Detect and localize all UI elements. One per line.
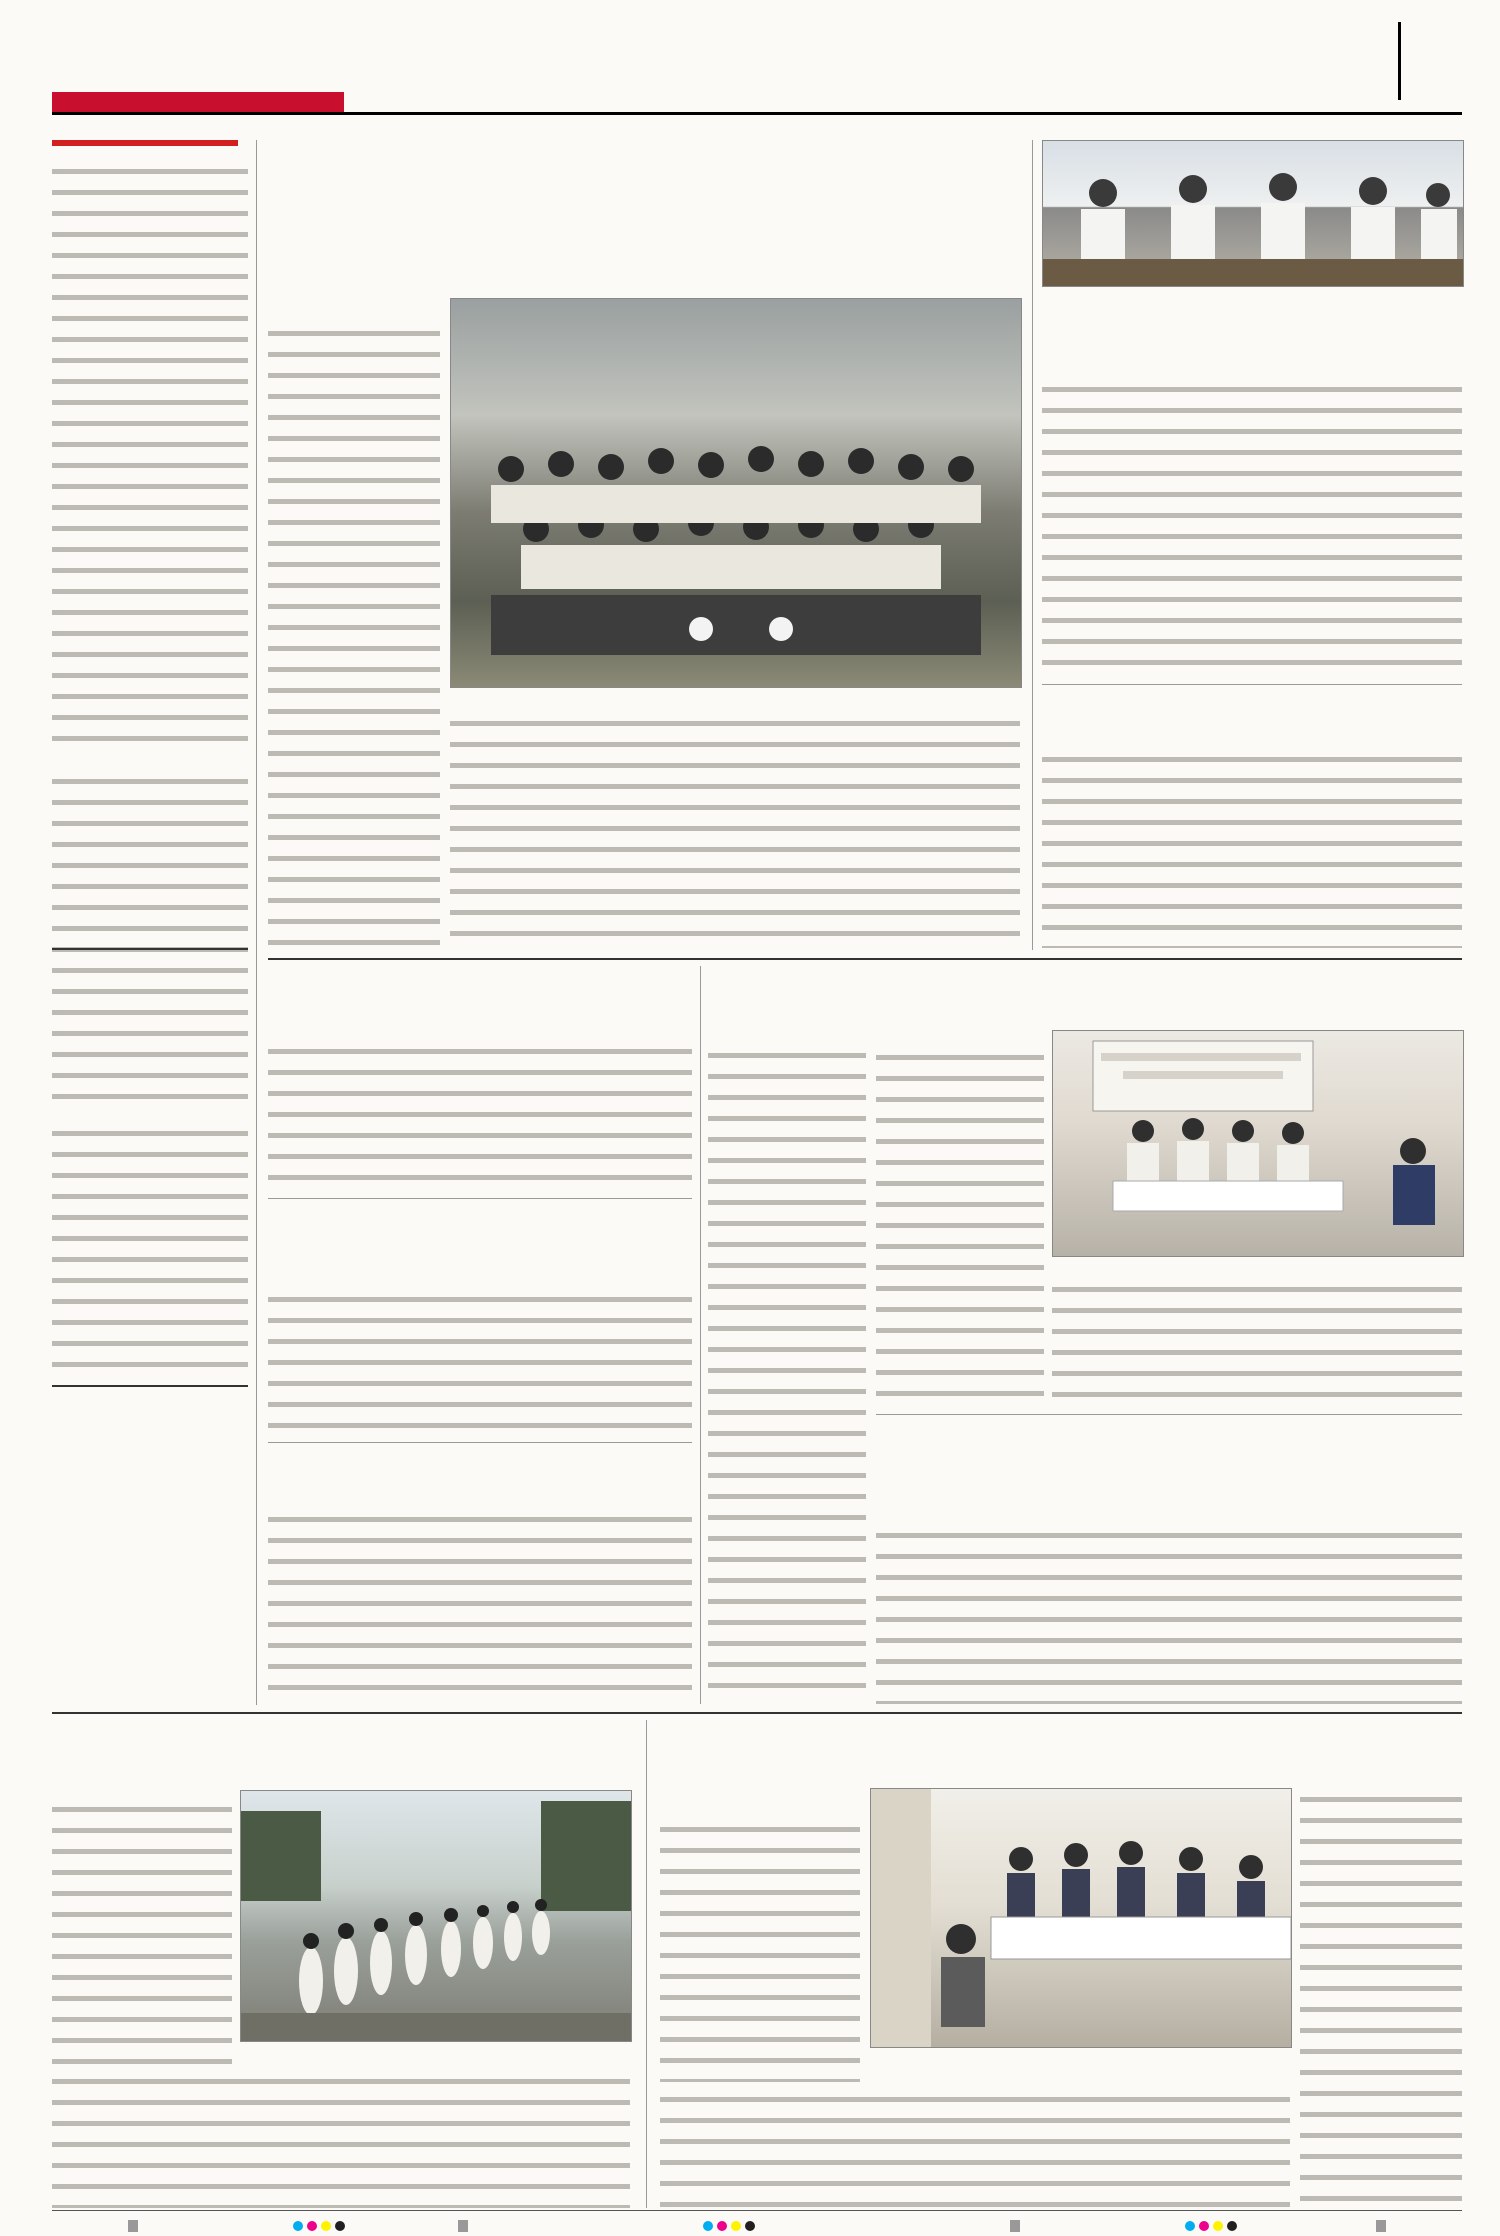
- lead-body-left: [268, 322, 440, 950]
- meeting-illustration: [1043, 141, 1463, 286]
- team-photo-illustration: [451, 299, 1021, 687]
- hearing-illustration: [871, 1789, 1291, 2047]
- jana-body-right: [1300, 1788, 1462, 2208]
- parichalana-body-b: [1052, 1278, 1462, 1408]
- logo: [52, 6, 272, 78]
- dateline-band: [52, 92, 344, 114]
- brief-body-3: [52, 1122, 248, 1370]
- masthead: [0, 0, 1500, 115]
- parichalana-body-a: [876, 1046, 1044, 1408]
- eco-body: [876, 1524, 1462, 1704]
- hearing-photo: [870, 1788, 1292, 2048]
- briefs-column: [52, 140, 248, 1705]
- lead-team-photo: [450, 298, 1022, 688]
- procession-photo: [240, 1790, 632, 2042]
- compensation-body: [1042, 378, 1462, 674]
- block-edu-body: [268, 1288, 692, 1434]
- bjp-meeting-photo: [1042, 140, 1464, 287]
- brief-body-2: [52, 770, 248, 1102]
- jana-body-b: [660, 2088, 1290, 2208]
- briefs-label: [52, 140, 238, 146]
- award-portraits: [450, 608, 1020, 609]
- pidita-body: [708, 1044, 866, 1704]
- japanese-body: [1042, 748, 1462, 948]
- color-bars: [128, 2220, 1386, 2232]
- workshop-photo: [1052, 1030, 1464, 1257]
- christ-body-b: [52, 2070, 630, 2208]
- desh-body: [268, 1040, 692, 1190]
- footer-rule: [52, 2210, 1462, 2211]
- player-portrait-photo-1: [450, 608, 451, 609]
- brief-body-1: [52, 160, 248, 748]
- procession-illustration: [241, 1791, 631, 2041]
- lead-body-mid: [450, 712, 1020, 950]
- christ-body-a: [52, 1798, 232, 2066]
- workshop-illustration: [1053, 1031, 1463, 1256]
- portrait-card-1: [452, 610, 453, 611]
- jana-body-a: [660, 1818, 860, 2082]
- registration-marks: [0, 2216, 1500, 2236]
- gender-body: [268, 1508, 692, 1704]
